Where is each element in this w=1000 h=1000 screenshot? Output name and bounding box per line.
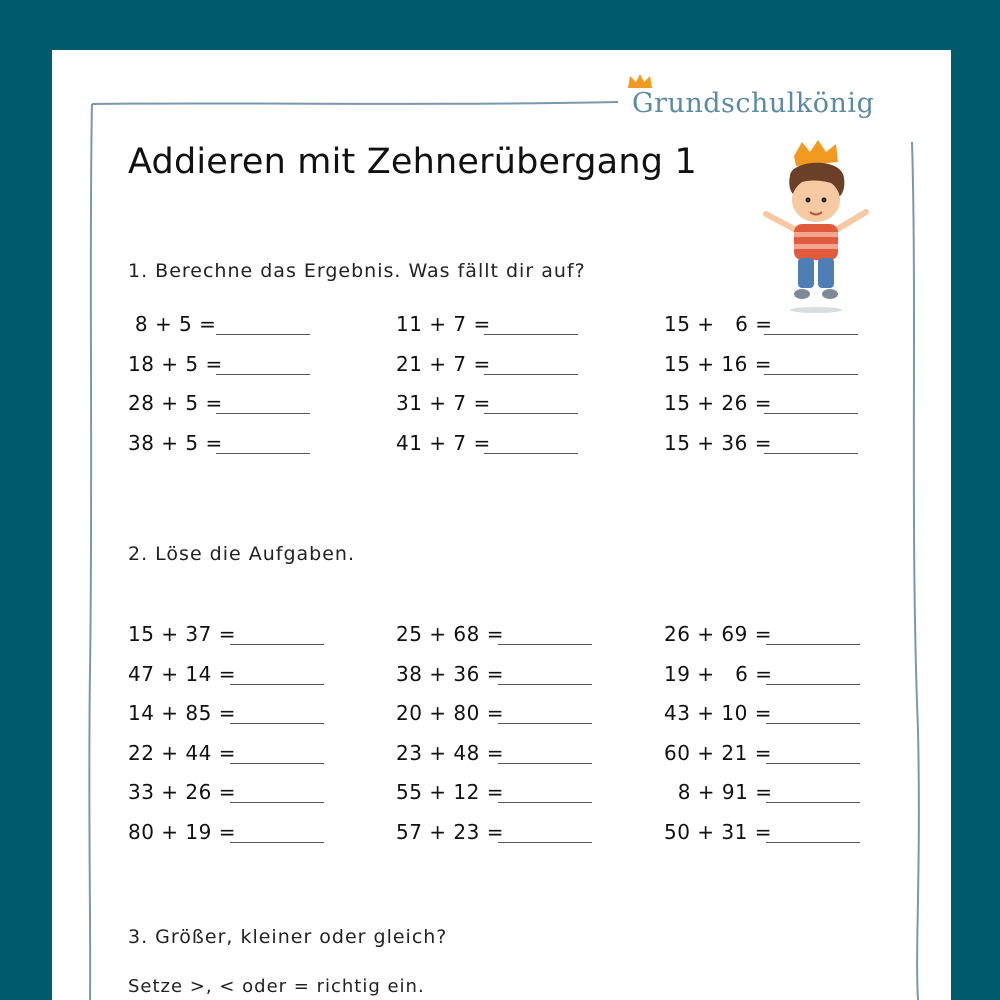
answer-blank[interactable]	[764, 413, 858, 414]
task-1-instruction: 1. Berechne das Ergebnis. Was fällt dir auf?	[128, 260, 586, 282]
equation-text: 15 + 26 =	[664, 391, 772, 415]
equation-text: 38 + 5 =	[128, 430, 223, 455]
answer-blank[interactable]	[484, 413, 578, 414]
answer-blank[interactable]	[216, 374, 310, 375]
task-2-instruction: 2. Löse die Aufgaben.	[128, 543, 356, 565]
task-3-instruction: 3. Größer, kleiner oder gleich?	[128, 926, 448, 948]
equation-text: 31 + 7 =	[396, 391, 491, 415]
exercise-row	[128, 780, 888, 812]
crown-icon	[626, 72, 654, 90]
answer-blank[interactable]	[484, 334, 578, 335]
answer-blank[interactable]	[766, 842, 860, 843]
answer-blank[interactable]	[230, 684, 324, 685]
answer-blank[interactable]	[498, 802, 592, 803]
answer-blank[interactable]	[766, 723, 860, 724]
equation-text: 22 + 44 =	[128, 740, 236, 765]
equation-text: 21 + 7 =	[396, 351, 491, 376]
answer-blank[interactable]	[766, 763, 860, 764]
equation-text: 23 + 48 =	[396, 740, 504, 765]
answer-blank[interactable]	[766, 802, 860, 803]
answer-blank[interactable]	[764, 453, 858, 454]
answer-blank[interactable]	[216, 453, 310, 454]
equation-text: 38 + 36 =	[396, 661, 504, 686]
exercise-row	[128, 741, 888, 773]
answer-blank[interactable]	[498, 644, 592, 645]
equation-text: 50 + 31 =	[664, 819, 772, 844]
answer-blank[interactable]	[766, 684, 860, 685]
answer-blank[interactable]	[498, 684, 592, 685]
exercise-row	[128, 352, 888, 384]
equation-text: 8 + 91 =	[664, 780, 773, 804]
equation-text: 18 + 5 =	[128, 351, 223, 376]
equation-text: 15 + 6 =	[664, 312, 773, 336]
worksheet	[52, 50, 951, 1000]
equation-text: 43 + 10 =	[664, 701, 772, 725]
equation-text: 15 + 36 =	[664, 430, 772, 455]
brand-logo	[632, 88, 874, 119]
equation-text: 41 + 7 =	[396, 430, 491, 455]
answer-blank[interactable]	[230, 644, 324, 645]
exercise-row	[128, 820, 888, 852]
answer-blank[interactable]	[230, 802, 324, 803]
answer-blank[interactable]	[766, 644, 860, 645]
equation-text: 55 + 12 =	[396, 780, 504, 804]
equation-text: 47 + 14 =	[128, 661, 236, 686]
equation-text: 57 + 23 =	[396, 819, 504, 844]
exercise-row	[128, 622, 888, 654]
exercise-row	[128, 662, 888, 694]
exercise-row	[128, 431, 888, 463]
answer-blank[interactable]	[230, 763, 324, 764]
equation-text: 14 + 85 =	[128, 701, 236, 725]
answer-blank[interactable]	[498, 763, 592, 764]
equation-text: 20 + 80 =	[396, 701, 504, 725]
equation-text: 19 + 6 =	[664, 661, 773, 686]
equation-text: 26 + 69 =	[664, 622, 772, 646]
equation-text: 33 + 26 =	[128, 780, 236, 804]
brand-name: Grundschulkönig	[632, 88, 875, 119]
jumping-child-illustration	[756, 138, 876, 318]
equation-text: 8 + 5 =	[128, 312, 217, 336]
answer-blank[interactable]	[498, 723, 592, 724]
answer-blank[interactable]	[764, 374, 858, 375]
equation-text: 11 + 7 =	[396, 312, 491, 336]
equation-text: 25 + 68 =	[396, 622, 504, 646]
page-title: Addieren mit Zehnerübergang 1	[128, 142, 697, 182]
exercise-row	[128, 701, 888, 733]
equation-text: 15 + 37 =	[128, 622, 236, 646]
equation-text: 28 + 5 =	[128, 391, 223, 415]
equation-text: 80 + 19 =	[128, 819, 236, 844]
answer-blank[interactable]	[216, 413, 310, 414]
answer-blank[interactable]	[484, 374, 578, 375]
answer-blank[interactable]	[498, 842, 592, 843]
exercise-row	[128, 391, 888, 423]
exercise-row	[128, 312, 888, 344]
answer-blank[interactable]	[764, 334, 858, 335]
equation-text: 60 + 21 =	[664, 740, 772, 765]
answer-blank[interactable]	[216, 334, 310, 335]
answer-blank[interactable]	[230, 723, 324, 724]
answer-blank[interactable]	[230, 842, 324, 843]
answer-blank[interactable]	[484, 453, 578, 454]
equation-text: 15 + 16 =	[664, 351, 772, 376]
task-3-subinstruction: Setze >, < oder = richtig ein.	[128, 976, 425, 997]
